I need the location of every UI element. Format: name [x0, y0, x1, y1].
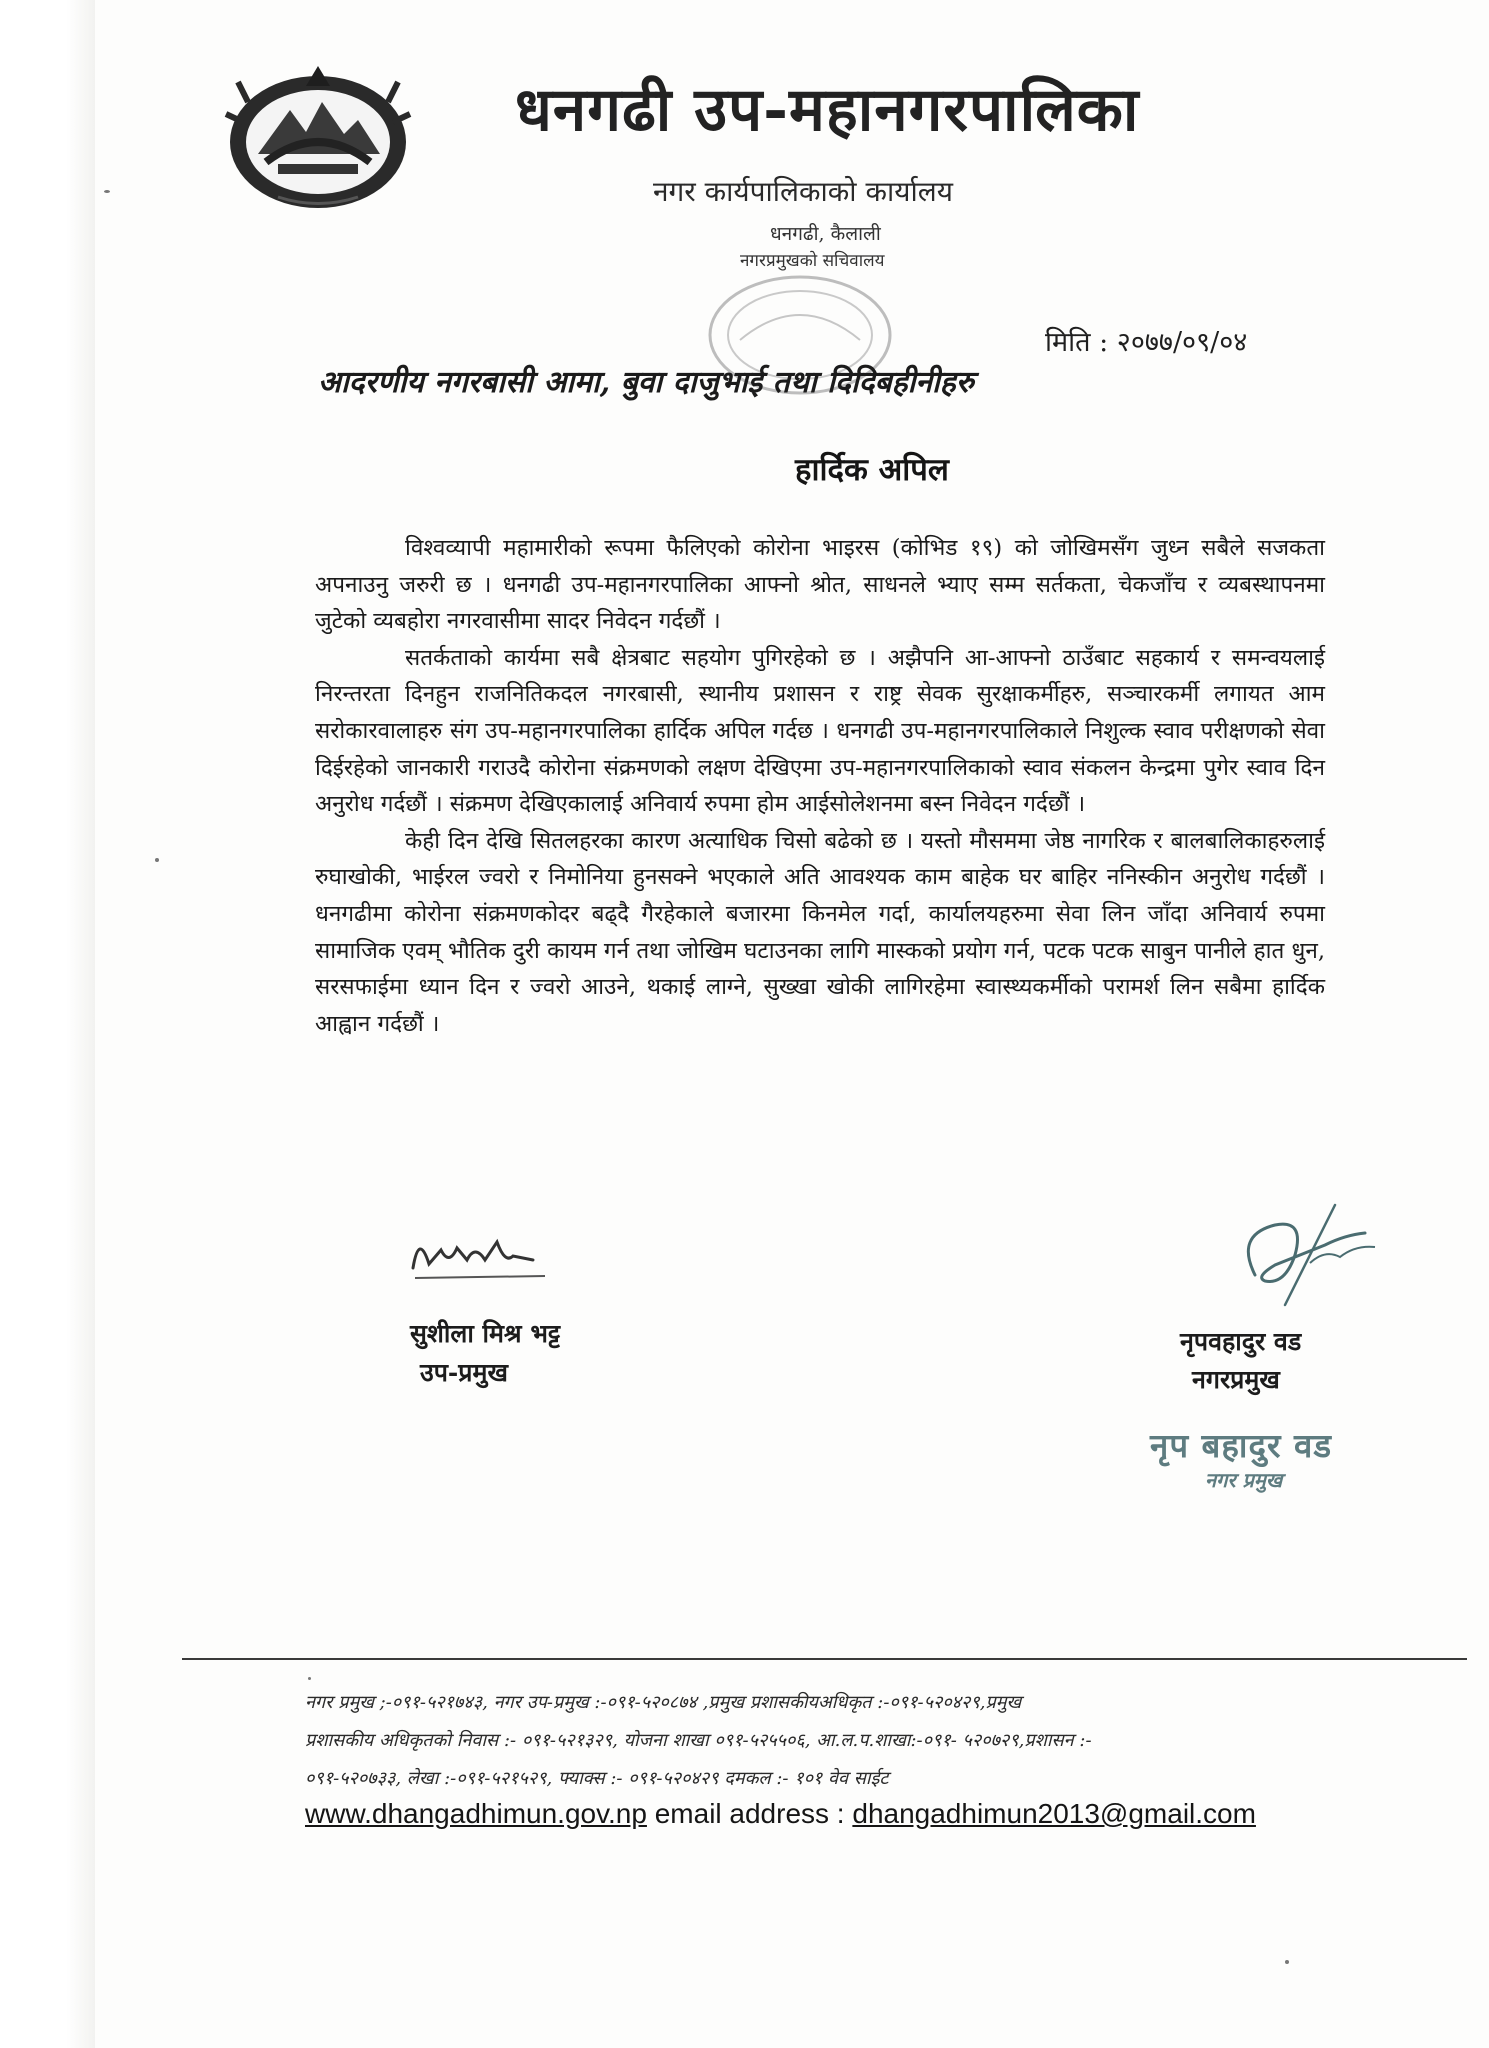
scan-speck	[104, 190, 110, 193]
website-link[interactable]: www.dhangadhimun.gov.np	[305, 1798, 647, 1829]
body-paragraph: सतर्कताको कार्यमा सबै क्षेत्रबाट सहयोग पुगिरहेको छ । अझैपनि आ-आफ्नो ठाउँबाट सहकार्य र समन्वयलाई निरन्तरता दिनहुन राजनितिकदल नगरबासी, स्थानीय प्रशासन र राष्ट्र सेवक सुरक्षाकर्मीहरु, सञ्चारकर्मी लगायत आम सरोकारवालाहरु संग उप-महानगरपालिका हार्दिक अपिल गर्दछ । धनगढी उप-महानगरपालिकाले निशुल्क स्वाव परीक्षणको सेवा दिईरहेको जानकारी गराउदै कोरोना संक्रमणको लक्षण देखिएमा उप-महानगरपालिकाको स्वाव संकलन केन्द्रमा पुगेर स्वाव दिन अनुरोध गर्दछौं । संक्रमण देखिएकालाई अनिवार्य रुपमा होम आईसोलेशनमा बस्न निवेदन गर्दछौं ।	[315, 644, 1325, 818]
email-label: email address :	[654, 1798, 845, 1829]
mayor-name-stamp: नृप बहादुर वड	[1150, 1426, 1332, 1465]
office-name: नगर कार्यपालिकाको कार्यालय	[653, 175, 953, 208]
footer-contacts-line-3: ०९१-५२०७३३, लेखा :-०९१-५२१५२९, फ्याक्स :- ०९१-५२०४२९ दमकल :- १०१ वेव साईट	[305, 1768, 889, 1789]
footer-web-row	[305, 1798, 1256, 1830]
deputy-mayor-name: सुशीला मिश्र भट्ट	[410, 1319, 561, 1348]
letter-subject: हार्दिक अपिल	[795, 452, 949, 488]
nepal-government-emblem-icon	[218, 62, 418, 212]
mayor-name: नृपवहादुर वड	[1180, 1327, 1302, 1356]
mayor-title: नगरप्रमुख	[1192, 1365, 1280, 1394]
letter-date: मिति : २०७७/०९/०४	[1045, 327, 1248, 358]
office-location: धनगढी, कैलाली	[770, 223, 881, 245]
footer-contacts-line-2: प्रशासकीय अधिकृतको निवास :- ०९१-५२१३२९, योजना शाखा ०९१-५२५५०६, आ.ल.प.शाखा:-०९१- ५२०७२९,प्रशासन :-	[305, 1730, 1092, 1751]
mayor-title-stamp: नगर प्रमुख	[1205, 1468, 1283, 1492]
handwritten-signature-icon	[405, 1220, 550, 1290]
scan-edge	[0, 0, 95, 2048]
secretariat-name: नगरप्रमुखको सचिवालय	[740, 251, 885, 271]
scan-speck	[308, 1677, 311, 1680]
footer-contacts-line-1: नगर प्रमुख ;-०९१-५२१७४३, नगर उप-प्रमुख :-०९१-५२०८७४ ,प्रमुख प्रशासकीयअधिकृत :-०९१-५२०४२९,प्रमुख	[305, 1692, 1022, 1713]
letter-body	[315, 530, 1325, 1042]
footer-divider	[182, 1658, 1467, 1660]
deputy-mayor-title: उप-प्रमुख	[420, 1358, 508, 1387]
handwritten-signature-icon	[1215, 1185, 1385, 1320]
scan-speck	[155, 858, 159, 862]
salutation: आदरणीय नगरबासी आमा, बुवा दाजुभाई तथा दिदिबहीनीहरु	[318, 365, 974, 400]
municipality-title: धनगढी उप-महानगरपालिका	[515, 75, 1140, 145]
body-paragraph: केही दिन देखि सितलहरका कारण अत्याधिक चिसो बढेको छ । यस्तो मौसममा जेष्ठ नागरिक र बालबालिकाहरुलाई रुघाखोकी, भाईरल ज्वरो र निमोनिया हुनसक्ने भएकाले अति आवश्यक काम बाहेक घर बाहिर ननिस्कीन अनुरोध गर्दछौं । धनगढीमा कोरोना संक्रमणकोदर बढ्दै गैरहेकाले बजारमा किनमेल गर्दा, कार्यालयहरुमा सेवा लिन जाँदा अनिवार्य रुपमा सामाजिक एवम् भौतिक दुरी कायम गर्न तथा जोखिम घटाउनका लागि मास्कको प्रयोग गर्न, पटक पटक साबुन पानीले हात धुन, सरसफाईमा ध्यान दिन र ज्वरो आउने, थकाई लाग्ने, सुख्खा खोकी लागिरहेमा स्वास्थ्यकर्मीको परामर्श लिन सबैमा हार्दिक आह्वान गर्दछौं ।	[315, 827, 1325, 1037]
email-link[interactable]: dhangadhimun2013@gmail.com	[852, 1798, 1256, 1829]
scan-speck	[1285, 1960, 1289, 1964]
body-paragraph: विश्वव्यापी महामारीको रूपमा फैलिएको कोरोना भाइरस (कोभिड १९) को जोखिमसँग जुध्न सबैले सजकता अपनाउनु जरुरी छ । धनगढी उप-महानगरपालिका आफ्नो श्रोत, साधनले भ्याए सम्म सर्तकता, चेकजाँच र व्यबस्थापनमा जुटेको व्यबहोरा नगरवासीमा सादर निवेदन गर्दछौं ।	[315, 535, 1325, 635]
